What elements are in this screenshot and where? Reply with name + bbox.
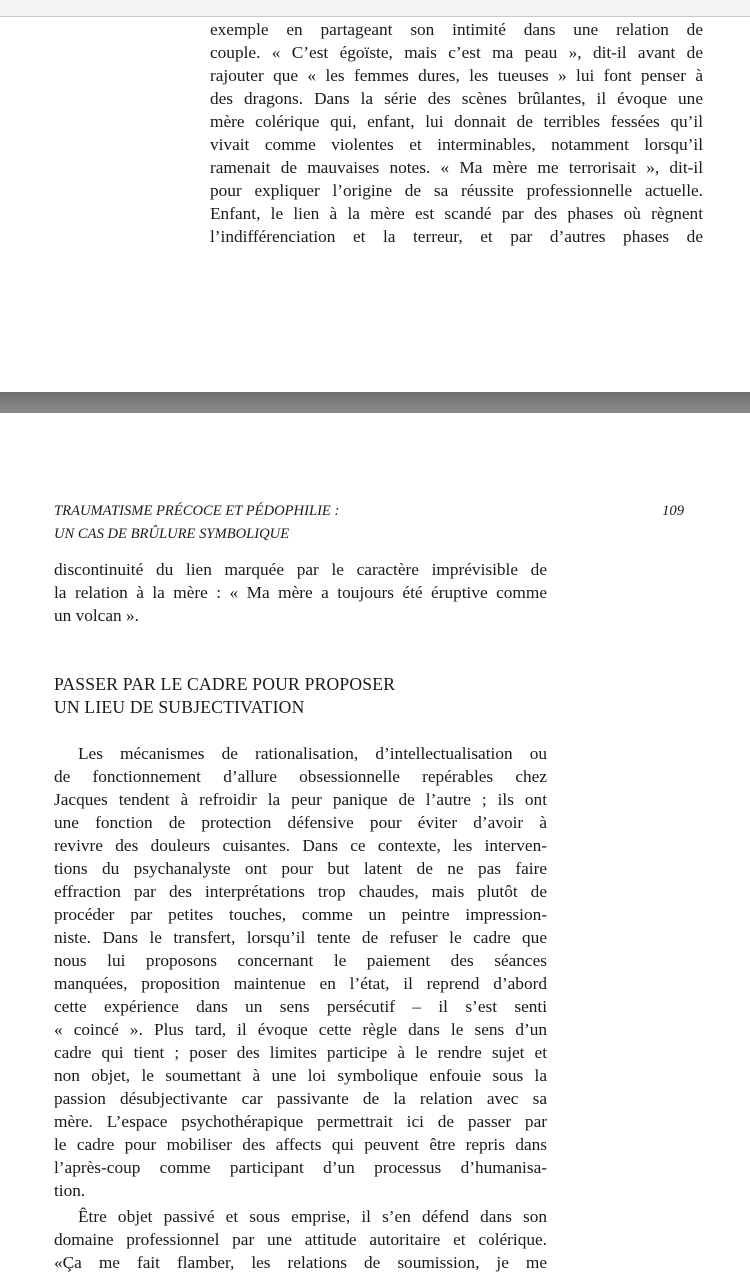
text-line: nous lui proposons concernant le paiement des séances — [54, 951, 547, 970]
text-line: niste. Dans le transfert, lorsqu’il tente de refuser le cadre que — [54, 928, 547, 947]
text-line: discontinuité du lien marquée par le caractère imprévisible de — [54, 560, 547, 579]
text-line: exemple en partageant son intimité dans une relation de — [210, 20, 703, 39]
text-line: la relation à la mère : « Ma mère a toujours été éruptive comme — [54, 583, 547, 602]
text-line: pour expliquer l’origine de sa réussite professionnelle actuelle. — [210, 181, 703, 200]
text-line: « coincé ». Plus tard, il évoque cette règle dans le sens d’un — [54, 1020, 547, 1039]
text-line: cadre qui tient ; poser des limites participe à le rendre sujet et — [54, 1043, 547, 1062]
text-line: Jacques tendent à refroidir la peur panique de l’autre ; ils ont — [54, 790, 547, 809]
text-line: procéder par petites touches, comme un peintre impression- — [54, 905, 547, 924]
text-line: Être objet passivé et sous emprise, il s’en défend dans son — [78, 1207, 547, 1226]
text-line: une fonction de protection défensive pour éviter d’avoir à — [54, 813, 547, 832]
text-line: tions du psychanalyste ont pour but latent de ne pas faire — [54, 859, 547, 878]
page-divider — [0, 392, 750, 413]
text-line: de fonctionnement d’allure obsessionnelle repérables chez — [54, 767, 547, 786]
running-head — [54, 500, 694, 546]
text-line: cette expérience dans un sens persécutif – il s’est senti — [54, 997, 547, 1016]
text-line: Les mécanismes de rationalisation, d’intellectualisation ou — [78, 744, 547, 763]
section-heading — [54, 673, 547, 719]
text-line: mère. L’espace psychothérapique permettrait ici de passer par — [54, 1112, 547, 1131]
section-heading-line1: PASSER PAR LE CADRE POUR PROPOSER — [54, 674, 396, 694]
text-line: mère colérique qui, enfant, lui donnait de terribles fessées qu’il — [210, 112, 703, 131]
text-line: couple. « C’est égoïste, mais c’est ma peau », dit-il avant de — [210, 43, 703, 62]
body-paragraph-1 — [54, 742, 547, 1202]
text-line: l’après-coup comme participant d’un processus d’humanisa- — [54, 1158, 547, 1177]
text-line: ramenait de mauvaises notes. « Ma mère me terrorisait », dit-il — [210, 158, 703, 177]
running-head-title-line1: TRAUMATISME PRÉCOCE ET PÉDOPHILIE : — [54, 503, 340, 519]
running-head-title-line2: UN CAS DE BRÛLURE SYMBOLIQUE — [54, 526, 290, 542]
text-line: rajouter que « les femmes dures, les tueuses » lui font penser à — [210, 66, 703, 85]
text-line: revivre des douleurs cuisantes. Dans ce contexte, les interven- — [54, 836, 547, 855]
section-heading-line2: UN LIEU DE SUBJECTIVATION — [54, 697, 305, 717]
text-line: domaine professionnel par une attitude autoritaire et colérique. — [54, 1230, 547, 1249]
text-line: l’indifférenciation et la terreur, et par d’autres phases de — [210, 227, 703, 246]
body-paragraph-2 — [54, 1205, 547, 1274]
text-line: un volcan ». — [54, 606, 139, 625]
previous-page-text — [210, 18, 703, 248]
text-line: tion. — [54, 1181, 86, 1200]
text-line: Enfant, le lien à la mère est scandé par des phases où règnent — [210, 204, 703, 223]
previous-page-edge — [0, 0, 750, 17]
text-line: vivait comme violentes et interminables, notamment lorsqu’il — [210, 135, 703, 154]
text-line: le cadre pour mobiliser des affects qui peuvent être repris dans — [54, 1135, 547, 1154]
text-line: passion désubjectivante car passivante de la relation avec sa — [54, 1089, 547, 1108]
text-line: effraction par des interprétations trop chaudes, mais plutôt de — [54, 882, 547, 901]
text-line: «Ça me fait flamber, les relations de soumission, je me — [54, 1253, 547, 1272]
text-line: des dragons. Dans la série des scènes brûlantes, il évoque une — [210, 89, 703, 108]
intro-paragraph — [54, 558, 547, 627]
text-line: manquées, proposition maintenue en l’état, il reprend d’abord — [54, 974, 547, 993]
text-line: non objet, le soumettant à une loi symbolique enfouie sous la — [54, 1066, 547, 1085]
page-number: 109 — [662, 503, 684, 519]
